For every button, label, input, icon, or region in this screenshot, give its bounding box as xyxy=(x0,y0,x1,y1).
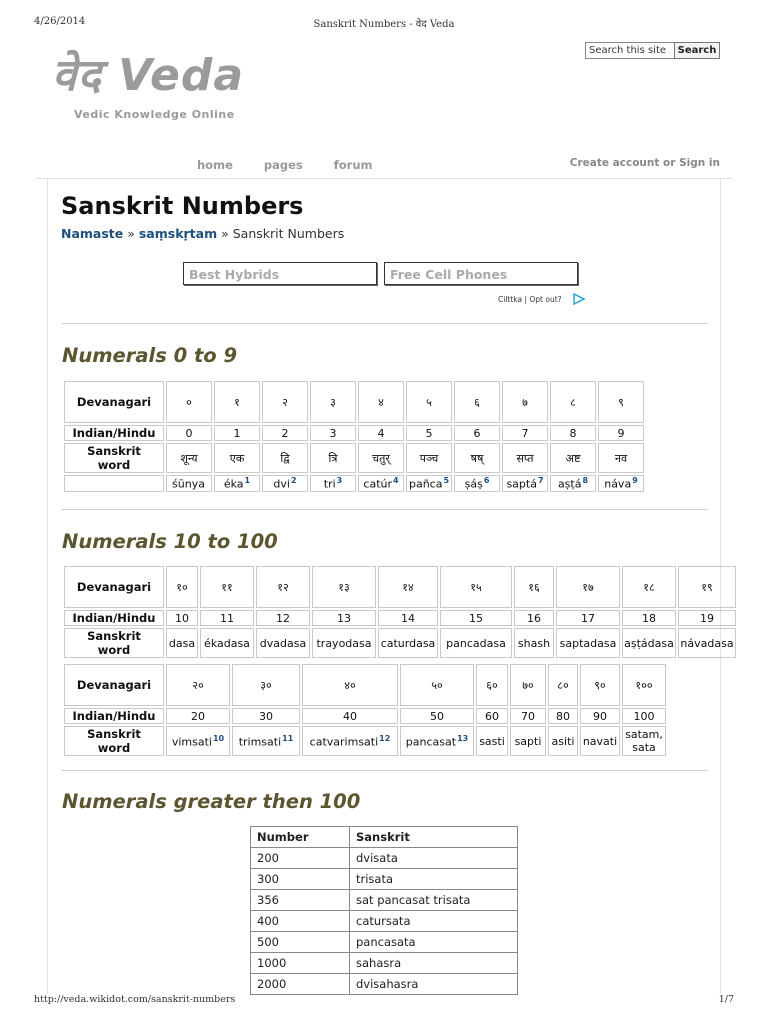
table-row xyxy=(251,911,518,932)
word-text: catúr xyxy=(363,477,393,491)
footnote-link[interactable]: 7 xyxy=(537,476,544,486)
hindu-number: 30 xyxy=(232,708,300,724)
devanagari-word: नव xyxy=(598,443,644,473)
label-devanagari: Devanagari xyxy=(64,381,164,423)
table-row xyxy=(251,869,518,890)
hindu-number: 13 xyxy=(312,610,376,626)
devanagari-number: ४० xyxy=(302,664,398,706)
label-indian-hindu: Indian/Hindu xyxy=(64,425,164,441)
label-sanskrit-word xyxy=(64,443,164,473)
hindu-number: 40 xyxy=(302,708,398,724)
devanagari-word: पञ्च xyxy=(406,443,452,473)
footnote-link[interactable]: 6 xyxy=(483,476,490,486)
label-sanskrit-word xyxy=(64,628,164,658)
footnote-link[interactable]: 1 xyxy=(244,476,251,486)
sanskrit-word xyxy=(400,726,474,756)
cell-sanskrit: dvisahasra xyxy=(350,974,518,995)
nav-pages[interactable]: pages xyxy=(263,158,303,172)
devanagari-number: १३ xyxy=(312,566,376,608)
hindu-number: 12 xyxy=(256,610,310,626)
breadcrumb-current: Sanskrit Numbers xyxy=(232,226,345,241)
sanskrit-word xyxy=(622,726,666,756)
table-row xyxy=(251,848,518,869)
label-text: word xyxy=(97,458,131,472)
breadcrumb-home[interactable]: Namaste xyxy=(61,226,124,241)
hindu-digit: 1 xyxy=(214,425,260,441)
table-row xyxy=(251,953,518,974)
cell-number: 500 xyxy=(251,932,350,953)
word-text: trimsati xyxy=(238,735,282,749)
site-logo[interactable]: वेद Veda xyxy=(52,50,245,101)
devanagari-digit: १ xyxy=(214,381,260,423)
word-text: tri xyxy=(323,477,336,491)
breadcrumb-parent[interactable]: saṃskṛtam xyxy=(138,226,218,241)
label-text: word xyxy=(97,741,131,755)
sanskrit-word: ékadasa xyxy=(200,628,254,658)
sanskrit-word: saptadasa xyxy=(556,628,620,658)
hindu-number: 11 xyxy=(200,610,254,626)
devanagari-word: अष्ट xyxy=(550,443,596,473)
word-text: asiti xyxy=(551,734,575,748)
sanskrit-word: dasa xyxy=(166,628,198,658)
cell-sanskrit: dvisata xyxy=(350,848,518,869)
divider xyxy=(62,323,708,324)
hindu-number: 15 xyxy=(440,610,512,626)
transliteration xyxy=(598,475,644,492)
devanagari-digit: ५ xyxy=(406,381,452,423)
ad-link-hybrids[interactable]: Best Hybrids xyxy=(183,262,377,285)
hindu-number: 17 xyxy=(556,610,620,626)
devanagari-number: १५ xyxy=(440,566,512,608)
label-text: word xyxy=(97,643,131,657)
breadcrumb-sep: » xyxy=(217,226,233,241)
word-text: ṣáṣ xyxy=(464,477,483,491)
top-nav xyxy=(197,158,400,172)
devanagari-number: १६ xyxy=(514,566,554,608)
sanskrit-word: pancadasa xyxy=(440,628,512,658)
hindu-digit: 5 xyxy=(406,425,452,441)
sanskrit-word: caturdasa xyxy=(378,628,438,658)
sanskrit-word: trayodasa xyxy=(312,628,376,658)
sanskrit-word xyxy=(580,726,620,756)
divider xyxy=(62,770,708,771)
breadcrumb xyxy=(61,226,344,241)
page-title: Sanskrit Numbers xyxy=(61,192,304,220)
devanagari-word: शून्य xyxy=(166,443,212,473)
transliteration xyxy=(550,475,596,492)
hindu-digit: 7 xyxy=(502,425,548,441)
devanagari-digit: ८ xyxy=(550,381,596,423)
section-title-10-100: Numerals 10 to 100 xyxy=(62,530,278,553)
sanskrit-word xyxy=(548,726,578,756)
devanagari-digit: ६ xyxy=(454,381,500,423)
devanagari-number: ६० xyxy=(476,664,508,706)
transliteration xyxy=(262,475,308,492)
word-text: saptá xyxy=(506,477,537,491)
label-text: Sanskrit xyxy=(87,727,141,741)
devanagari-number: ७० xyxy=(510,664,546,706)
footnote-link[interactable]: 11 xyxy=(282,733,294,743)
cell-sanskrit: trisata xyxy=(350,869,518,890)
word-text: satam, sata xyxy=(625,728,663,754)
print-title: Sanskrit Numbers - वेद Veda xyxy=(313,19,455,30)
devanagari-number: २० xyxy=(166,664,230,706)
cell-number: 356 xyxy=(251,890,350,911)
transliteration xyxy=(406,475,452,492)
devanagari-digit: ९ xyxy=(598,381,644,423)
sanskrit-word xyxy=(302,726,398,756)
nav-forum[interactable]: forum xyxy=(333,158,373,172)
nav-home[interactable]: home xyxy=(197,158,233,172)
cell-sanskrit: sahasra xyxy=(350,953,518,974)
devanagari-digit: ७ xyxy=(502,381,548,423)
devanagari-word: सप्त xyxy=(502,443,548,473)
cell-number: 2000 xyxy=(251,974,350,995)
devanagari-number: ११ xyxy=(200,566,254,608)
footnote-link[interactable]: 10 xyxy=(212,733,225,743)
label-indian-hindu: Indian/Hindu xyxy=(64,610,164,626)
sanskrit-word xyxy=(510,726,546,756)
table-row xyxy=(251,932,518,953)
breadcrumb-sep: » xyxy=(123,226,139,241)
numerals-greater-100-table xyxy=(250,826,518,995)
devanagari-number: ८० xyxy=(548,664,578,706)
divider xyxy=(62,509,708,510)
devanagari-number: ९० xyxy=(580,664,620,706)
word-text: navati xyxy=(582,734,618,748)
hindu-number: 18 xyxy=(622,610,676,626)
devanagari-digit: ३ xyxy=(310,381,356,423)
footnote-link[interactable]: 13 xyxy=(457,733,469,743)
devanagari-word: षष् xyxy=(454,443,500,473)
transliteration xyxy=(502,475,548,492)
print-header xyxy=(34,16,734,30)
sanskrit-word: dvadasa xyxy=(256,628,310,658)
label-text: Sanskrit xyxy=(87,444,141,458)
devanagari-word: चतुर् xyxy=(358,443,404,473)
sanskrit-word xyxy=(166,726,230,756)
footnote-link[interactable]: 5 xyxy=(443,476,450,486)
column-header-number: Number xyxy=(251,827,350,848)
transliteration xyxy=(214,475,260,492)
word-text: éka xyxy=(223,477,244,491)
section-title-greater-100: Numerals greater then 100 xyxy=(62,790,361,813)
hindu-digit: 4 xyxy=(358,425,404,441)
hindu-digit: 3 xyxy=(310,425,356,441)
word-text: vimsati xyxy=(171,735,212,749)
word-text: sapti xyxy=(514,734,542,748)
word-text: catvarimsati xyxy=(309,735,379,749)
devanagari-number: ३० xyxy=(232,664,300,706)
transliteration xyxy=(166,475,212,492)
transliteration xyxy=(310,475,356,492)
numerals-10-19-table xyxy=(62,564,738,660)
cell-sanskrit: catursata xyxy=(350,911,518,932)
site-tagline: Vedic Knowledge Online xyxy=(74,108,235,121)
search-input[interactable]: Search this site xyxy=(585,42,676,59)
label-indian-hindu: Indian/Hindu xyxy=(64,708,164,724)
numerals-20-100-table xyxy=(62,662,668,758)
sanskrit-word: návadasa xyxy=(678,628,736,658)
devanagari-number: १९ xyxy=(678,566,736,608)
devanagari-digit: ४ xyxy=(358,381,404,423)
numerals-0-9-table xyxy=(62,379,646,494)
word-text: pancasat xyxy=(405,735,457,749)
section-title-0-9: Numerals 0 to 9 xyxy=(62,344,238,367)
table-row xyxy=(251,890,518,911)
footnote-link[interactable]: 8 xyxy=(582,476,589,486)
cell-number: 400 xyxy=(251,911,350,932)
hindu-number: 80 xyxy=(548,708,578,724)
label-devanagari: Devanagari xyxy=(64,566,164,608)
word-text: pañca xyxy=(408,477,443,491)
devanagari-digit: २ xyxy=(262,381,308,423)
ad-choices-text[interactable]: Cilttka | Opt out? xyxy=(498,295,562,304)
transliteration xyxy=(454,475,500,492)
devanagari-number: १० xyxy=(166,566,198,608)
hindu-number: 70 xyxy=(510,708,546,724)
cell-number: 200 xyxy=(251,848,350,869)
cell-sanskrit: pancasata xyxy=(350,932,518,953)
label-sanskrit-word xyxy=(64,726,164,756)
word-text: śūnya xyxy=(172,477,205,491)
sanskrit-word: shash xyxy=(514,628,554,658)
hindu-number: 50 xyxy=(400,708,474,724)
hindu-digit: 6 xyxy=(454,425,500,441)
account-link[interactable]: Create account or Sign in xyxy=(569,157,720,169)
cell-number: 300 xyxy=(251,869,350,890)
devanagari-digit: ० xyxy=(166,381,212,423)
word-text: náva xyxy=(604,477,632,491)
table-row xyxy=(251,974,518,995)
footnote-link[interactable]: 2 xyxy=(290,476,297,486)
devanagari-number: १०० xyxy=(622,664,666,706)
footnote-link[interactable]: 4 xyxy=(393,476,399,486)
label-text: Sanskrit xyxy=(87,629,141,643)
sanskrit-word: aṣṭádasa xyxy=(622,628,676,658)
search-button[interactable]: Search xyxy=(674,42,720,59)
hindu-number: 14 xyxy=(378,610,438,626)
hindu-digit: 2 xyxy=(262,425,308,441)
sanskrit-word xyxy=(476,726,508,756)
word-text: dvi xyxy=(273,477,290,491)
footnote-link[interactable]: 9 xyxy=(632,476,638,486)
word-text: sasti xyxy=(479,734,505,748)
footnote-link[interactable]: 12 xyxy=(379,733,391,743)
hindu-number: 20 xyxy=(166,708,230,724)
sanskrit-word xyxy=(232,726,300,756)
hindu-number: 60 xyxy=(476,708,508,724)
column-header-sanskrit: Sanskrit xyxy=(350,827,518,848)
hindu-number: 100 xyxy=(622,708,666,724)
print-url: http://veda.wikidot.com/sanskrit-numbers xyxy=(34,994,236,1005)
ad-link-phones[interactable]: Free Cell Phones xyxy=(384,262,578,285)
hindu-number: 16 xyxy=(514,610,554,626)
print-date: 4/26/2014 xyxy=(34,16,86,27)
hindu-digit: 8 xyxy=(550,425,596,441)
hindu-number: 10 xyxy=(166,610,198,626)
hindu-digit: 0 xyxy=(166,425,212,441)
header-divider xyxy=(36,178,732,179)
cell-number: 1000 xyxy=(251,953,350,974)
cell-sanskrit: sat pancasat trisata xyxy=(350,890,518,911)
devanagari-number: १२ xyxy=(256,566,310,608)
adchoices-icon[interactable] xyxy=(572,293,586,305)
footnote-link[interactable]: 3 xyxy=(336,476,343,486)
label-devanagari: Devanagari xyxy=(64,664,164,706)
devanagari-number: ५० xyxy=(400,664,474,706)
transliteration xyxy=(358,475,404,492)
devanagari-word: द्वि xyxy=(262,443,308,473)
hindu-number: 19 xyxy=(678,610,736,626)
print-page-number: 1/7 xyxy=(718,994,734,1005)
devanagari-word: त्रि xyxy=(310,443,356,473)
devanagari-number: १७ xyxy=(556,566,620,608)
hindu-digit: 9 xyxy=(598,425,644,441)
devanagari-number: १४ xyxy=(378,566,438,608)
print-footer xyxy=(34,994,734,1008)
devanagari-word: एक xyxy=(214,443,260,473)
content-frame-left xyxy=(47,178,48,994)
hindu-number: 90 xyxy=(580,708,620,724)
empty-cell xyxy=(64,475,164,492)
word-text: aṣṭá xyxy=(557,477,582,491)
devanagari-number: १८ xyxy=(622,566,676,608)
